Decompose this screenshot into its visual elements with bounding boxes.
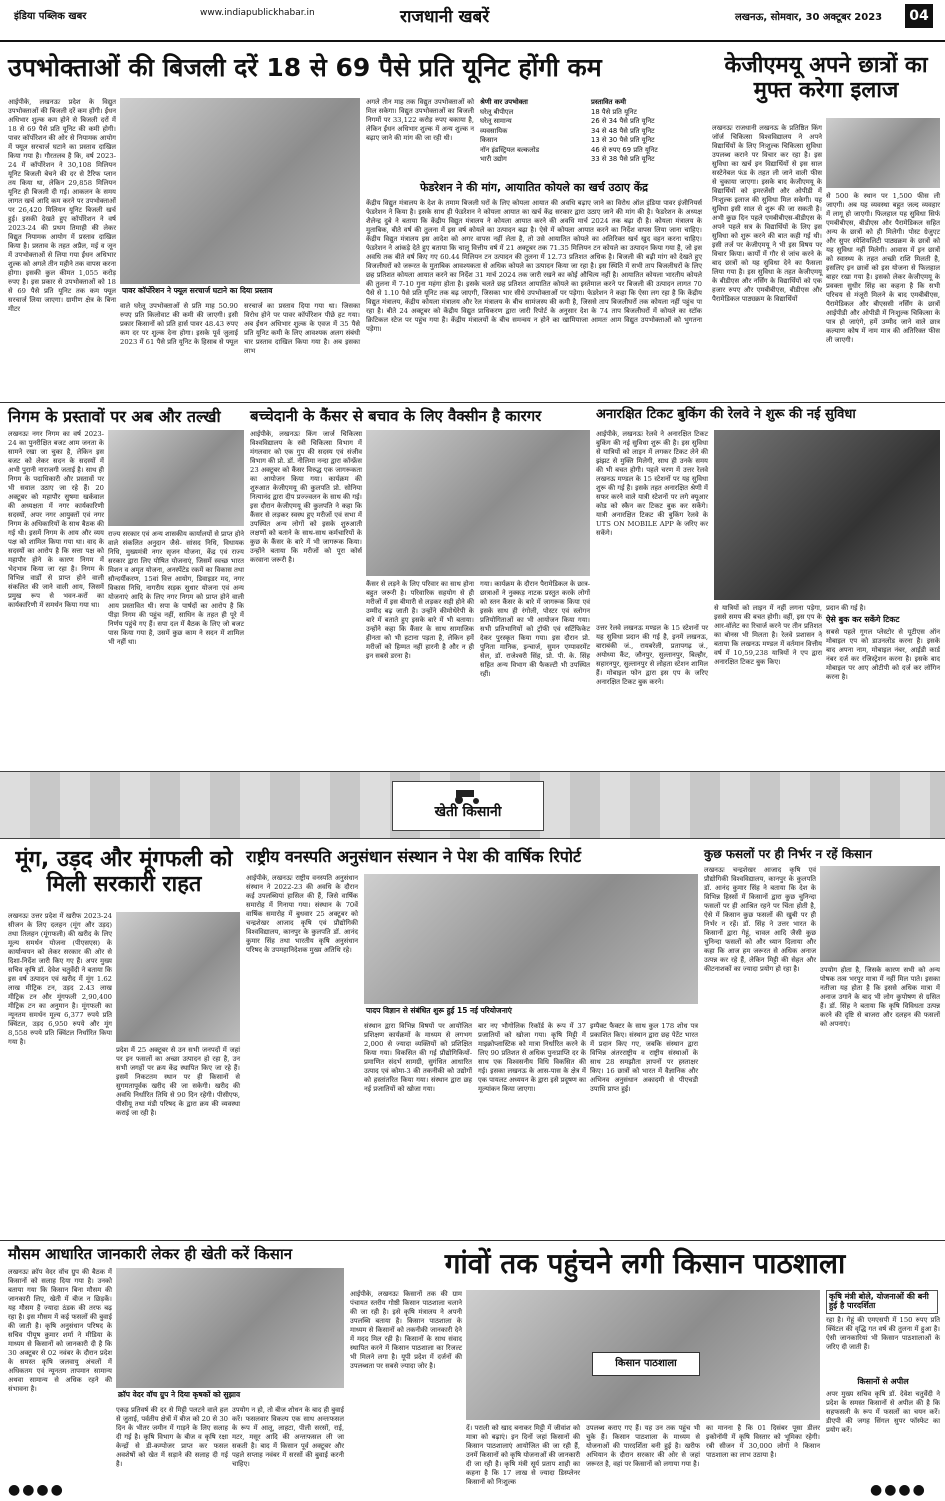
- kisan-right-col2: उपयोग होता है, जिसके कारण सभी को अन्य पोषक तत्व भरपूर मात्रा में नहीं मिल पाते। इसका नतीजा यह होता है कि इससे अधिक मात्रा में अनाज उगाने के बाद भी लोग कुपोषण से ग्रसित हैं। डॉ. सिंह ने बताया कि कृषि विविधता उत्पन्न करने की दृष्टि से बाजरा और दलहन की फसलों को अपनाएं।: [820, 966, 940, 1028]
- fuel-surcharge-table: [480, 98, 702, 178]
- kheti-kisani-logo: [392, 781, 544, 831]
- table-row: [480, 155, 702, 165]
- pathshala-side-sub-body: अपर मुख्य सचिव कृषि डॉ. देवेश चतुर्वेदी ने प्रदेश के समस्त किसानों से अपील की है कि सहफसली के रूप में फसलों का चयन करें। डीएपी की जगह सिंगल सुपर फॉस्फेट का प्रयोग करें।: [826, 1390, 940, 1434]
- electricity-caption: पावर कॉर्पोरेशन ने फ्यूल सरचार्ज घटाने का दिया प्रस्ताव: [122, 286, 360, 300]
- divider: [0, 402, 945, 403]
- electricity-headline: उपभोक्ताओं की बिजली दरें 18 से 69 पैसे प्रति यूनिट होंगी कम: [8, 53, 602, 82]
- forest-col1: आईपीके, लखनऊः राष्ट्रीय वनस्पति अनुसंधान संस्थान ने 2022-23 की अवधि के दौरान कई उपलब्धियां हासिल की हैं, जिसे वार्षिक समारोह में गिनाया गया। संस्थान के 70वें वार्षिक समारोह में बुधवार 25 अक्टूबर को चन्द्रशेखर आजाद कृषि एवं प्रौद्योगिकी विश्वविद्यालय, कानपुर के कुलपति डॉ. आनंद कुमार सिंह तथा भारतीय कृषि अनुसंधान परिषद के उपमहानिदेशक मुख्य अतिथि रहे।: [246, 874, 358, 954]
- section-title: राजधानी खबरें: [400, 7, 490, 27]
- page-number: 04: [905, 4, 933, 28]
- electricity-col3: सरचार्ज का प्रस्ताव दिया गया था। जिसका विरोध होने पर पावर कॉर्पोरेशन पीछे हट गया। अब ईंधन अधिभार शुल्क के एवज में 35 पैसे प्रति यूनिट कमी के लिए आवश्यक अलग संबंधी चार प्रस्ताव दाखिल किया गया है। अब इसका लाभ: [244, 302, 360, 355]
- railway-col2: उत्तर रेलवे लखनऊ मण्डल के 15 स्टेशनों पर यह सुविधा प्रदान की गई है, इनमें लखनऊ, बाराबंकी जं., रायबरेली, प्रतापगढ़ जं., अयोध्या कैंट, जौनपुर, सुल्तानपुर, बिल्हौर, सहारनपुर, सुल्तानपुर से लोहता स्टेशन शामिल हैं। मोबाइल फोन द्वारा इस एप के जरिए अनारक्षित टिकट बुक करने।: [596, 624, 708, 686]
- kgmu-col2: से 500 के स्थान पर 1,500 फीस ली जाएगी। अब यह व्यवस्था बहुत जल्द व्यवहार में लागू हो जाएगी। फिलहाल यह सुविधा सिर्फ एमबीबीएस, बीडीएस और पैरामेडिकल सहित अन्य के छात्रों को ही मिलेगी। पोस्ट ग्रेजुएट और सुपर स्पेशियलिटी पाठ्यक्रम के छात्रों को यह सुविधा नहीं मिलेगी। आवास में इन छात्रों को स्वास्थ्य के तहत अच्छी राशि मिलती है, इसलिए इन छात्रों को इस योजना से फिलहाल बाहर रखा गया है। इसको लेकर केजीएमयू के प्रवक्ता सुधीर सिंह का कहना है कि सभी परिचय से मंजूरी मिलने के बाद एमबीबीएस, पैरामेडिकल और बीएससी नर्सिंग के छात्रों आईपीडी और ओपीडी में निःशुल्क चिकित्सा के पात्र हो जाएंगे, हमें उम्मीद जाने वाले छात्र कल्याण कोष में नाम मात्र की अतिरिक्त फीस ली जाएगी।: [826, 192, 940, 344]
- table-cell: नॉन इंडस्ट्रियल बल्कलोड: [480, 145, 540, 154]
- mausam-col3: उपयोग न हो, तो बीज शोधन के बाद ही बुवाई करें। फसलवार विकल्प एक साथ अन्तःफसल के रूप में आलू, लाहटा, पीली सरसों, राई, मटर, मसूर आदि की अन्तःफसल ली जा सकती है। बाद में किसान पूर्व अक्टूबर और पहले सप्ताह नवंबर में सरसों की बुवाई करनी चाहिए।: [232, 1406, 344, 1468]
- footer-dots-left: ●●●●: [8, 1482, 65, 1498]
- electricity-photo: [120, 98, 360, 284]
- table-cell: 33 से 38 पैसे प्रति यूनिट: [591, 155, 655, 163]
- footer-dots-right: ●●●●: [870, 1482, 927, 1498]
- electricity-col2: वाले घरेलू उपभोक्ताओं से प्रति माह 50.90 रुपए प्रति किलोवाट की कमी की जाएगी। इसी प्रकार किसानों को प्रति हार्स पावर 48.43 रुपए कम दर पर शुल्क देना होगा। इसके पूर्व जुलाई 2023 में 61 पैसे प्रति यूनिट के हिसाब से फ्यूल: [120, 302, 238, 346]
- forest-caption: पादप विज्ञान से संबंधित शुरू हुई 15 नई परियोजनाएं: [366, 1006, 696, 1020]
- table-header-reduction: प्रस्तावित कमी: [591, 98, 626, 106]
- forest-headline: राष्ट्रीय वनस्पति अनुसंधान संस्थान ने पेश की वार्षिक रिपोर्ट: [246, 847, 582, 866]
- moong-photo: [116, 912, 240, 1042]
- federation-body: केंद्रीय विद्युत मंत्रालय के देश के तमाम बिजली घरों के लिए कोयला आयात की अवधि बढ़ाए जाने का विरोध ऑल इंडिया पावर इंजीनियर्स फेडरेशन ने किया है। इसके साथ ही फेडरेशन ने कोयला आयात का खर्च केंद्र सरकार द्वारा उठाए जाने की मांग की है। फेडरेशन के अध्यक्ष शैलेन्द्र दुबे ने बताया कि केंद्रीय विद्युत मंत्रालय ने कोयला आयात करने की अवधि मार्च 2024 तक बढ़ा दी है। कोयला मंत्रालय के मुताबिक, बीते वर्ष की तुलना में इस वर्ष कोयले का उत्पादन बढ़ा है। ऐसे में कोयला आयात करने का निर्देश वापस लिया जाना चाहिए। केंद्रीय विद्युत मंत्रालय इस आदेश को अगर वापस नहीं लेता है, तो उसे आयातित कोयले का अतिरिक्त खर्च खुद वहन करना चाहिए। फेडरेशन ने आंकड़े देते हुए बताया कि चालू वित्तीय वर्ष में 21 अक्टूबर तक 71.35 मिलियन टन कोयले का उत्पादन किया गया है, जो इस अवधि तक बीते वर्ष किए गए 60.44 मिलियन टन उत्पादन की तुलना में 12.73 प्रतिशत अधिक है। बिजली की बढ़ी मांग को देखते हुए विजलीघरों को जरूरत के मुताबिक आवश्यकता से अधिक कोयले का उत्पादन किया जा रहा है। इस स्थिति में सभी ताप बिजलीघरों के लिए छह प्रतिशत कोयला आयात करने का निर्देश 31 मार्च 2024 तक जारी रखने का कोई औचित्य नहीं है। आयातित कोयला भारतीय कोयले की तुलना में 7-10 गुना महंगा होता है। इसके चलते छह प्रतिशत आयातित कोयले का इस्तेमाल करने पर बिजली की उत्पादन लागत 70 पैसे से 1.10 पैसे प्रति यूनिट तक बढ़ जाएगी, जिसका भार सीधे उपभोक्ताओं पर पड़ेगा। फेडरेशन ने कहा कि ऐसा लग रहा है कि केंद्रीय विद्युत मंत्रालय, केंद्रीय कोयला मंत्रालय और रेल मंत्रालय के बीच सामंजस्य की कमी है, जिससे ताप बिजलीघरों तक कोयला नहीं पहुंच पा रहा है। बीते 24 अक्टूबर को केंद्रीय विद्युत प्राधिकरण द्वारा जारी रिपोर्ट के अनुसार देश के 74 ताप बिजलीघरों में कोयले का स्टॉक क्रिटिकल स्टेज पर पहुंच गया है। केंद्रीय मंत्रालयों के बीच समन्वय न होने का खामियाजा आमतः आम विद्युत उपभोक्ताओं को भुगतना पड़ेगा।: [366, 199, 702, 333]
- cancer-headline: बच्चेदानी के कैंसर से बचाव के लिए वैक्सीन है कारगर: [250, 407, 542, 425]
- forest-col3: बार नए भौगोलिक रिकॉर्ड के रूप में 37 प्रजातियों को खोजा गया। कृषि मिट्टी में माइक्रोप्लास्टिक को मात्रा निर्धारित करने के लिए 90 प्रतिशत से अधिक पुनःप्राप्ति दर के साथ एक विश्वसनीय विधि विकसित की गई। इसका लखनऊ के आस-पास के क्षेत्र में एक पायलट अध्ययन के द्वारा इसे प्रदूषण का मूल्यांकन किया जाएगा।: [478, 1022, 586, 1093]
- table-cell: 26 से 34 पैसे प्रति यूनिट: [591, 117, 655, 125]
- pathshala-col2: दें। पराली को खाद बनाकर मिट्टी में जीवांश को मात्रा को बढ़ाएं। इन दिनों जहां किसानों की किसान पाठशालाएं आयोजित की जा रही हैं, उनमें किसानों को कृषि योजनाओं की जानकारी दी जा रही है। कृषि मंत्री सूर्य प्रताप शाही का कहना है कि 17 लाख से ज्यादा डिस्प्लेनर किसानों को निःशुल्क: [466, 1424, 580, 1486]
- railway-headline: अनारक्षित टिकट बुकिंग की रेलवे ने शुरू की नई सुविधा: [596, 407, 856, 422]
- mausam-headline: मौसम आधारित जानकारी लेकर ही खेती करें किसान: [8, 1245, 293, 1263]
- paper-name: इंडिया पब्लिक खबर: [14, 11, 87, 22]
- nigam-col2: राज्य सरकार एवं अन्य शासकीय कार्यालयों से प्राप्त होने वाले संकलित अनुदान जैसे- सांसद निधि, विधायक निधि, मुख्यमंत्री नगर सृजन योजना, केंद्र एवं राज्य सरकार द्वारा लिए पोषित योजनाएं, जिसमें स्वच्छ भारत मिशन व अमृत योजना, अनस्पेंटेड रकमें का विकास तथा सौन्दर्यीकरण, 15वां वित्त आयोग, डिवाइडर मद, नगर विकास निधि, नागरीय सड़क सुधार योजना एवं अन्य योजनाएं आदि के लिए नगर निगम को प्राप्त होने वाली आय प्रस्तावित थी। सपा के पार्षदों का आरोप है कि पीड़ा निगम की पहुंच नहीं, साधिन के तहत ही पूरे में निर्णय पहुंचे गए हैं। सपा दल में बैठक के लिए जो बजट पास किया गया है, उसमें कुछ काम ने सदन में शामिल भी नहीं था।: [108, 530, 244, 646]
- railway-col3: से यात्रियों को लाइन में नहीं लगना पड़ेगा, इससे समय की बचत होगी। वहीं, इस एप के आर-वॉलेट का रिचार्ज करने पर तीन प्रतिशत का बोनस भी मिलता है। रेलवे प्रशासन ने बताया कि लखनऊ मण्डल में वर्तमान वित्तीय वर्ष में 10,59,238 यात्रियों ने एप द्वारा अनारक्षित टिकट बुक किए।: [714, 604, 822, 666]
- cancer-col3: गया। कार्यक्रम के दौरान पैरामेडिकल के छात्र-छात्राओं ने नुक्कड़ नाटक प्रस्तुत करके लोगों को स्तन कैंसर के बारे में जागरूक किया एवं इसके साथ ही रंगोली, पोस्टर एवं स्लोगन प्रतियोगिताओं का भी आयोजन किया गया। सभी प्रतिभागियों को ट्रॉफी एवं सर्टिफिकेट देकर पुरस्कृत किया गया। इस दौरान प्रो. पुनिता मानिक, इन्चार्ज, सुमन एम्पावरमेंट सेल, डॉ. राजेश्वरी सिंह, प्रो. पी. के. सिंह सहित अन्य विभाग की फैकल्टी भी उपस्थित रहीं।: [480, 580, 590, 678]
- mausam-col1: लखनऊः क्रॉप वेदर वॉच ग्रुप की बैठक में किसानों को सलाह दिया गया है। उनको बताया गया कि किसान बिना मौसम की जानकारी लिए, खेती में बीज न छिड़कें। यह मौसम है ज्यादा ठंडक की तरफ बढ़ रहा है। इस मौसम में कई फसलों की बुवाई की जाती है। कृषि अनुसंधान परिषद के सचिव पीयूष कुमार शर्मा ने मीडिया के माध्यम से किसानों को जानकारी दी है कि 30 अक्टूबर से 02 नवंबर के दौरान प्रदेश के समस्त कृषि जलवायु अंचलों में अधिकतम एवं न्यूनतम तापमान सामान्य अथवा सामान्य से अधिक रहने की संभावना है।: [8, 1268, 112, 1393]
- railway-photo: [714, 430, 940, 600]
- pathshala-col3: उपलब्ध कराए गए हैं। यह उन तक पहुंच भी चुके हैं। किसान पाठशाला के माध्यम से योजनाओं की पारदर्शिता बनी हुई है। खरीफ अभियान के दौरान सरकार की ओर से जहां जरूरत है, वहां पर किसानों को लगाया गया है।: [586, 1424, 700, 1468]
- kisan-right-col1: लखनऊः चन्द्रशेखर आजाद कृषि एवं प्रौद्योगिकी विश्वविद्यालय, कानपुर के कुलपति डॉ. आनंद कुमार सिंह ने बताया कि देश के विभिन्न हिस्सों में किसानों द्वारा कुछ चुनिन्दा फसलों पर ही आश्रित रहने पर चिंता होती है, ऐसे में किसान कुछ फसलों की खुबी पर ही निर्भर न रहें। डॉ. सिंह ने उत्तर भारत के किसानों द्वारा गेहूं, चावल आदि जैसी कुछ चुनिन्दा फसलों को और ध्यान दिलाया और कहा कि आज हम जरूरत से अधिक अनाज उत्पन्न कर रहे हैं, लेकिन मिट्टी की सेहत और कीटनाशकों का ज्यादा प्रयोग हो रहा है।: [704, 866, 816, 973]
- table-cell: घरेलू सामान्य: [480, 117, 512, 125]
- table-cell: 34 से 48 पैसे प्रति यूनिट: [591, 126, 655, 135]
- railway-subhead: ऐसे बुक कर सकेंगे टिकट: [826, 615, 900, 624]
- cancer-col2: कैंसर से लड़ने के लिए परिवार का साथ होना बहुत जरूरी है। परिवारिक सहयोग से ही मरीजों में इस बीमारी से लड़कर सही होने की उम्मीद बढ़ जाती है। उन्होंने कीमोथेरेपी के बारे में बताते हुए इसके बारे में भी बताया। उन्होंने कहा कि कैंसर के साथ सामाजिक हीनता को भी हटाना पड़ता है, लेकिन हमें मरीजों को हिम्मत नहीं हारनी है और न ही इन सबसे डरना है।: [366, 580, 474, 660]
- mausam-col2: एकड़ प्रतिवर्ष की दर से मिट्टी पलटने वाले हल से जुताई, पर्वतीय क्षेत्रों में बीज को 20 से 30 दिन के भीतर जमीन में गाड़ने के लिए सलाह दी गई है। कृषि विभाग के बीज व कृषि रक्षा केन्द्रों से डी-कम्पोजर प्राप्त कर फसल अवशेषों को खेत में सड़ाने की सलाह दी गई है।: [116, 1406, 228, 1468]
- kisan-right-headline: कुछ फसलों पर ही निर्भर न रहें किसान: [704, 847, 872, 861]
- pathshala-banner: किसान पाठशाला: [592, 1352, 700, 1376]
- railway-sub-body: सबसे पहले गूगल प्लेस्टोर से यूटीएस ऑन मोबाइल एप को डाउनलोड करना है। इसके बाद अपना नाम, मोबाइल नंबर, आईडी कार्ड नंबर दर्ज कर रजिस्ट्रेशन करना है। इसके बाद मोबाइल पर आए ओटीपी को दर्ज कर लॉगिन करना है।: [826, 628, 940, 681]
- railway-col1: आईपीके, लखनऊः रेलवे ने अनारक्षित टिकट बुकिंग की नई सुविधा शुरू की है। इस सुविधा से यात्रियों को लाइन में लगकर टिकट लेने की झंझट से मुक्ति मिलेगी, साथ ही उनके समय की भी बचत होगी। पहले चरण में उत्तर रेलवे लखनऊ मण्डल के 15 स्टेशनों पर यह सुविधा शुरू की गई है। इसके तहत अनारक्षित श्रेणी में सफर करने वाले यात्री स्टेशनों पर लगे क्यूआर कोड को स्कैन कर टिकट बुक कर सकेंगे। यात्री अनारक्षित टिकट की बुकिंग रेलवे के UTS ON MOBILE APP के जरिए कर सकेंगे।: [596, 430, 708, 537]
- tractor-icon: [448, 788, 488, 804]
- pathshala-side-headline: कृषि मंत्री बोले, योजनाओं की बनी हुई है पारदर्शिता: [826, 1290, 938, 1314]
- table-cell: 46 से रुपए 69 प्रति यूनिट: [591, 145, 658, 154]
- nigam-photo: [108, 430, 244, 526]
- table-row: [480, 117, 702, 127]
- nigam-col1: लखनऊः नगर निगम का वर्ष 2023-24 का पुनरीक्षित बजट आम जनता के सामने रखा जा चुका है, लेकिन इस बजट को लेकर सदन के सदस्यों में अभी पुरानी नाराजगी जताई है। साथ ही निगम के पदाधिकारी और प्रस्तावों पर भी सवाल उठाए जा रहे हैं। 20 अक्टूबर को महापौर सुषमा खर्कवाल की अध्यक्षता में नगर कार्यकारिणी सदस्यों, अपर नगर आयुक्तों एवं नगर निगम के अधिकारियों के साथ बैठक की गई थी। इसमें निगम के आय और व्यय पक्ष को शामिल किया गया था। वाद के सदस्यों का आरोप है कि सत्ता पक्ष को महापौर होने के कारण निगम में भेदभाव किया जा रहा है। निगम के विभिन्न वार्डों से प्राप्त होने वाली संकलित की जाने वाली आय, जिसमें प्रमुख रूप से भवन-करों का कार्यकारिणी में समर्थन किया गया था।: [8, 430, 104, 609]
- table-cell: व्यवसायिक: [480, 126, 508, 135]
- electricity-col1: आईपीके, लखनऊः प्रदेश के विद्युत उपभोक्ताओं की बिजली दरें कम होंगी। ईंधन अधिभार शुल्क कम होने से बिजली दरों में 18 से 69 पैसे प्रति यूनिट की कमी होगी। पावर कॉर्पोरेशन की ओर से नियामक आयोग में फ्यूल सरचार्ज घटाने का प्रस्ताव दाखिल किया गया है। गौरतलब है कि, वर्ष 2023-24 में कॉर्पोरेशन ने 30,108 मिलियन यूनिट बिजली बेचने की दर से टैरिफ प्लान तय किया था, लेकिन 29,858 मिलियन यूनिट ही बिजली दी गई। आकलन के समय लागत खर्च आदि कम करने पर उपभोक्ताओं पर 26,420 मिलियन यूनिट बिजली खर्च हुई। इसकी देखते हुए कॉर्पोरेशन ने वर्ष 2023-24 की प्रथम तिमाही की लेकर विद्युत नियामक आयोग में प्रस्ताव दाखिल किया है। प्रस्ताव के तहत अप्रैल, मई व जून में उपभोक्ताओं से लिया गया ईंधन अधिभार शुल्क को अगले तीन महीने तक वापस करना होगा। इसकी कुल कीमत 1,055 करोड़ रुपए है। इस प्रकार से उपभोक्ताओं को 18 से 69 पैसे प्रति यूनिट तक कम फ्यूल सरचार्ज लिया जाएगा। ग्रामीण क्षेत्र के बिना मीटर: [8, 98, 116, 313]
- pathshala-col1: आईपीके, लखनऊः किसानों तक की ग्राम पंचायत स्तरीय गोष्ठी किसान पाठशाला चलाने की जा रही है। इसे कृषि मंत्रालय ने अपनी उपलब्धि बताया है। किसान पाठशाला के माध्यम से किसानों को तकनीकी जानकारी देने में मदद मिल रही है। किसानों के साथ संवाद स्थापित करने में किसान पाठशाला का रिजल्ट भी मिलने लगा है। यूपी प्रदेश में दर्जनों की उपलब्धता पर सबसे ज्यादा जोर है।: [350, 1290, 462, 1370]
- moong-col2: प्रदेश में 25 अक्टूबर से उन सभी जनपदों में जहां पर इन फसलों का अच्छा उत्पादन हो रहा है, उन सभी जगहों पर क्रय केंद्र स्थापित किए जा रहे हैं। इसमें निकटतम स्थान पर ही किसानों से सुगमतापूर्वक खरीद की जा सकेगी। खरीद की अवधि निर्धारित तिथि से 90 दिन रहेगी। पीसीएफ, पीसीयू तथा मंडी परिषद के द्वारा क्रय की व्यवस्था कराई जा रही है।: [116, 1046, 240, 1117]
- cancer-col1: आईपीके, लखनऊः किंग जार्ज चिकित्सा विश्वविद्यालय के स्त्री चिकित्सा विभाग में मंगलवार को एक गुप की सदस्य एवं संजीव विभाग की प्रो. डॉ. नीलिमा नन्दा द्वारा कॉन्फ्रेंस 23 अक्टूबर को कैंसर विरुद्ध एक जागरूकता का आयोजन किया गया। कार्यक्रम की शुरुआत केजीएमयू की कुलपति प्रो. सोनिया नित्यानंद द्वारा दीप प्रज्ज्वलन के साथ की गई। इस दौरान केजीएमयू की कुलपति ने कहा कि कैंसर से लड़कर स्वस्थ हुए मरीजों एवं सभा में उपस्थित अन्य लोगों को इसके शुरुआती लक्षणों को बताने के साथ-साथ कर्मचारियों के कुछ के कैंसर के बारे में भी जागरूक किया। उन्होंने बताया कि मरीजों को पूरा कोर्स करवाना जरूरी है।: [250, 430, 362, 564]
- forest-photo: [364, 874, 698, 1004]
- forest-col2: संस्थान द्वारा विभिन्न विषयों पर आयोजित प्रशिक्षण कार्यक्रमों के माध्यम से लगभग 2,000 से ज्यादा व्यक्तियों को प्रशिक्षित किया गया। विकसित की गई प्रौद्योगिकियों- प्रमाणित संदर्भ सामग्री, सुगंधित आधारित उत्पाद एवं कोमा-3 की तकनीकी को उद्योगों को हस्तांतरित किया गया। संस्थान द्वारा छह नई प्रजातियों को खोजा गया।: [364, 1022, 472, 1093]
- nigam-headline: निगम के प्रस्तावों पर अब और तल्खी: [8, 407, 221, 426]
- moong-headline: मूंग, उड़द और मूंगफली को मिली सरकारी राहत: [15, 847, 233, 897]
- pathshala-side-subhead: किसानों से अपील: [857, 1377, 909, 1386]
- table-row: [480, 136, 702, 146]
- website-url[interactable]: www.indiapublickhabar.in: [200, 8, 315, 18]
- table-row: [480, 146, 702, 156]
- kgmu-photo: [826, 118, 940, 188]
- table-cell: किसान: [480, 136, 498, 144]
- table-header: [480, 98, 702, 108]
- table-row: [480, 108, 702, 118]
- railway-col4: प्रदान की गई है।: [826, 604, 866, 612]
- kisan-right-photo: [820, 866, 940, 962]
- forest-col4: इम्पैक्ट फैक्टर के साथ कुल 178 शोध पत्र प्रकाशित किए। संस्थान द्वारा छह पेटेंट भारत में प्रदान किए गए, जबकि संस्थान द्वारा विभिन्न अंतरराष्ट्रीय व राष्ट्रीय संस्थाओं के साथ 28 समझौता ज्ञापनों पर हस्ताक्षर किए। 16 छात्रों को भारत में वैज्ञानिक और अभिनव अनुसंधान अकादमी से पीएचडी उपाधि प्राप्त हुई।: [590, 1022, 698, 1093]
- electricity-col4: अगले तीन माह तक विद्युत उपभोक्ताओं को मिल सकेगा। विद्युत उपभोक्ताओं का बिजली निगमों पर 33,122 करोड़ रुपए बकाया है, लेकिन ईंधन अधिभार शुल्क में अन्य शुल्क न बढ़ाए जाने की मांग की जा रही थी।: [366, 98, 474, 142]
- issue-date: लखनऊ, सोमवार, 30 अक्टूबर 2023: [735, 12, 883, 23]
- table-cell: घरेलू बीपीएल: [480, 107, 514, 116]
- kheti-kisani-title: खेती किसानी: [434, 804, 502, 820]
- table-header-category: श्रेणी वार उपभोक्ता: [480, 98, 528, 106]
- kgmu-col1: लखनऊः राजधानी लखनऊ के प्रतिष्ठित किंग जॉर्ज चिकित्सा विश्वविद्यालय ने अपने विद्यार्थियों के लिए निःशुल्क चिकित्सा सुविधा उपलब्ध कराने पर विचार कर रहा है। इस सुविधा का खर्च इन विद्यार्थियों से इस साल सस्टेनेबल फंड के तहत ली जाने वाली फीस से चुकाया जाएगा। इसके बाद केजीएमयू के विद्यार्थियों को इमरजेंसी और ओपीडी में निःशुल्क इलाज की सुविधा मिल सकेगी। यह सुविधा इसी साल से शुरू की जा सकती है। अभी कुछ दिन पहले एमबीबीएस-बीडीएस के अपने पहले सत्र के विद्यार्थियों के लिए इस सुविधा को शुरू करने की बात कही गई थी। इसी तर्ज पर केजीएमयू ने भी इस विषय पर विचार किया। कार्यों में गौर से जांच करने के बाद छात्रों को यह सुविधा देने का फैसला लिया गया है। इस सुविधा के तहत केजीएमयू के बीडीएस और नर्सिंग के विद्यार्थियों को एक हजार रुपए और एमबीबीएस, बीडीएस और पैरामेडिकल पाठ्यक्रम के विद्यार्थियों: [712, 124, 822, 303]
- divider: [0, 1240, 945, 1241]
- moong-col1: लखनऊः उत्तर प्रदेश में खरीफ 2023-24 सीजन के लिए दलहन (मूंग और उड़द) तथा तिलहन (मूंगफली) की खरीद के लिए मूल्य समर्थन योजना (पीएसएस) के कार्यान्वयन को लेकर सरकार की ओर से दिशा-निर्देश जारी किए गए हैं। अपर मुख्य सचिव कृषि डॉ. देवेश चतुर्वेदी ने बताया कि इस वर्ष उत्पादन एवं खरीद में मूंग 1.62 लाख मीट्रिक टन, उड़द 2.43 लाख मीट्रिक टन और मूंगफली 2,90,400 मीट्रिक टन का अनुमान है। मूंगफली का न्यूनतम समर्थन मूल्य 6,377 रुपये प्रति क्विंटल, उड़द 6,950 रुपये और मूंग 8,558 रुपये प्रति क्विंटल निर्धारित किया गया है।: [8, 912, 112, 1046]
- pathshala-headline: गांवों तक पहुंचने लगी किसान पाठशाला: [444, 1247, 846, 1280]
- table-cell: 13 से 30 पैसे प्रति यूनिट: [591, 136, 655, 144]
- masthead: [0, 0, 945, 42]
- mausam-caption: क्रॉप वेदर वॉच ग्रुप ने दिया कृषकों को सुझाव: [118, 1390, 344, 1404]
- kgmu-headline: केजीएमयू अपने छात्रों का मुफ्त करेगा इलाज: [724, 53, 928, 103]
- cancer-photo: [366, 430, 590, 576]
- table-cell: भारी उद्योग: [480, 155, 507, 163]
- pathshala-side-body: रहा है। गेहूं की एमएसपी में 150 रुपए प्रति क्विंटल की वृद्धि गत वर्ष की तुलना में हुआ है। ऐसी जानकारियां भी किसान पाठशालाओं के जरिए दी जाती हैं।: [826, 1316, 940, 1351]
- table-cell: 18 पैसे प्रति यूनिट: [591, 107, 637, 116]
- table-row: [480, 127, 702, 137]
- mausam-photo: [116, 1268, 344, 1388]
- federation-subheadline: फेडरेशन ने की मांग, आयातित कोयले का खर्च उठाए केंद्र: [419, 181, 649, 194]
- pathshala-col4: का मानना है कि 01 दिसंबर पूसा डीलर इकोनॉमी में कृषि विस्तार को भूमिका रहेगी। रबी सीजन में 30,000 लोगों ने किसान पाठशाला का लाभ उठाया है।: [706, 1424, 820, 1459]
